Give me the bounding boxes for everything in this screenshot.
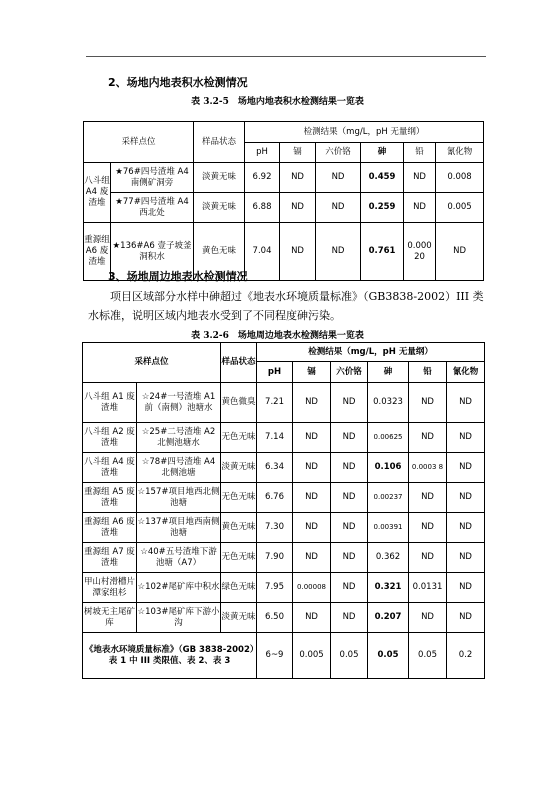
value-cell: 7.04 (245, 223, 280, 281)
table-surrounding-surface-water (82, 342, 485, 679)
group-cell: 重源组 A6 废渣堆 (84, 223, 111, 281)
value-cell: ND (331, 603, 368, 633)
table-row (83, 383, 485, 423)
header-rule (86, 56, 486, 57)
point-cell: ☆40#五号渣堆下游池塘（A7） (137, 543, 221, 573)
value-cell: ND (404, 163, 436, 193)
param-cr6: 六价铬 (331, 362, 368, 383)
standard-value: 0.05 (331, 633, 368, 679)
standard-value: 0.2 (447, 633, 485, 679)
value-cell-arsenic: 0.00625 (368, 423, 409, 453)
value-cell-arsenic: 0.259 (361, 193, 404, 223)
value-cell: ND (409, 543, 447, 573)
header-state: 样品状态 (221, 343, 257, 383)
param-ph: pH (257, 362, 293, 383)
value-cell: ND (409, 603, 447, 633)
value-cell: 0.00008 (293, 573, 331, 603)
param-cn: 氰化物 (447, 362, 485, 383)
group-cell: 重源组 A5 废渣堆 (83, 483, 137, 513)
value-cell: ND (331, 573, 368, 603)
paragraph-text: 项目区域部分水样中砷超过《地表水环境质量标准》（GB3838-2002）III 类水标准，说明区域内地表水受到了不同程度砷污染。 (88, 290, 484, 322)
state-cell: 无色无味 (221, 543, 257, 573)
value-cell: ND (293, 423, 331, 453)
standard-label: 《地表水环境质量标准》（GB 3838-2002）表 1 中 III 类限值、表 2、表 3 (83, 633, 257, 679)
param-pb: 铅 (409, 362, 447, 383)
body-paragraph (88, 287, 488, 325)
state-cell: 无色无味 (221, 423, 257, 453)
state-cell: 黄色微臭 (221, 383, 257, 423)
param-as: 砷 (361, 143, 404, 163)
value-cell: ND (293, 543, 331, 573)
table-caption-2: 表 3.2-6 场地周边地表水检测结果一览表 (191, 331, 364, 341)
point-cell: ☆137#项目地西南侧池塘 (137, 513, 221, 543)
value-cell: ND (447, 573, 485, 603)
value-cell: ND (447, 423, 485, 453)
table-surface-ponding (83, 121, 484, 281)
value-cell: ND (447, 543, 485, 573)
table-row (83, 543, 485, 573)
value-cell: ND (436, 223, 484, 281)
table-row (83, 483, 485, 513)
table-row (83, 573, 485, 603)
value-cell-arsenic: 0.761 (361, 223, 404, 281)
value-cell-arsenic: 0.207 (368, 603, 409, 633)
point-cell: ☆78#四号渣堆 A4 北侧池塘 (137, 453, 221, 483)
state-cell: 淡黄无味 (221, 603, 257, 633)
value-cell-arsenic: 0.321 (368, 573, 409, 603)
table-row (83, 603, 485, 633)
header-site: 采样点位 (84, 122, 194, 163)
header-site: 采样点位 (83, 343, 221, 383)
point-cell: ☆102#尾矿库中积水 (137, 573, 221, 603)
value-cell: ND (293, 483, 331, 513)
value-cell: ND (331, 383, 368, 423)
point-cell: ☆25#二号渣堆 A2 北侧池塘水 (137, 423, 221, 453)
value-cell: ND (331, 513, 368, 543)
value-cell: 6.92 (245, 163, 280, 193)
group-cell: 八斗组 A1 废渣堆 (83, 383, 137, 423)
value-cell: ND (409, 423, 447, 453)
value-cell: 7.95 (257, 573, 293, 603)
param-cn: 氰化物 (436, 143, 484, 163)
param-cd: 镉 (280, 143, 316, 163)
value-cell-arsenic: 0.00237 (368, 483, 409, 513)
value-cell-arsenic: 0.362 (368, 543, 409, 573)
value-cell: 6.34 (257, 453, 293, 483)
value-cell: ND (447, 483, 485, 513)
value-cell: ND (409, 513, 447, 543)
group-cell: 八斗组 A4 废渣堆 (83, 453, 137, 483)
section-heading-1: 2、场地内地表积水检测情况 (108, 76, 248, 89)
state-cell: 黄色无味 (221, 513, 257, 543)
point-cell: ★76#四号渣堆 A4 南侧矿洞旁 (111, 163, 194, 193)
point-cell: ☆157#项目地西北侧池塘 (137, 483, 221, 513)
table-row (84, 163, 484, 193)
value-cell-arsenic: 0.0323 (368, 383, 409, 423)
param-cr6: 六价铬 (316, 143, 361, 163)
value-cell: ND (404, 193, 436, 223)
value-cell: ND (293, 513, 331, 543)
group-cell: 重源组 A6 废渣堆 (83, 513, 137, 543)
table-row (84, 193, 484, 223)
value-cell: 0.008 (436, 163, 484, 193)
value-cell: ND (447, 453, 485, 483)
value-cell: ND (447, 383, 485, 423)
param-cd: 镉 (293, 362, 331, 383)
value-cell: 0.005 (436, 193, 484, 223)
header-results: 检测结果（mg/L，pH 无量纲） (257, 343, 485, 362)
value-cell: ND (331, 483, 368, 513)
state-cell: 黄色无味 (194, 223, 245, 281)
value-cell: ND (280, 223, 316, 281)
state-cell: 淡黄无味 (194, 163, 245, 193)
table-row (83, 513, 485, 543)
value-cell: ND (331, 543, 368, 573)
value-cell: 7.30 (257, 513, 293, 543)
group-cell: 重源组 A7 废渣堆 (83, 543, 137, 573)
header-results: 检测结果（mg/L，pH 无量纲） (245, 122, 484, 143)
value-cell: ND (409, 383, 447, 423)
value-cell: ND (331, 423, 368, 453)
value-cell: ND (280, 193, 316, 223)
value-cell: ND (409, 483, 447, 513)
group-cell: 树坡无主尾矿库 (83, 603, 137, 633)
standard-row (83, 633, 485, 679)
value-cell: ND (293, 603, 331, 633)
table-row (83, 423, 485, 453)
value-cell: ND (316, 223, 361, 281)
standard-value: 0.005 (293, 633, 331, 679)
point-cell: ★77#四号渣堆 A4 西北处 (111, 193, 194, 223)
standard-value: 6~9 (257, 633, 293, 679)
value-cell: ND (316, 193, 361, 223)
value-cell-arsenic: 0.459 (361, 163, 404, 193)
value-cell: ND (293, 383, 331, 423)
value-cell: ND (316, 163, 361, 193)
param-pb: 铅 (404, 143, 436, 163)
point-cell: ☆24#一号渣堆 A1 前（南侧）池塘水 (137, 383, 221, 423)
point-cell: ☆103#尾矿库下游小沟 (137, 603, 221, 633)
value-cell: 7.14 (257, 423, 293, 453)
value-cell: ND (447, 603, 485, 633)
value-cell: ND (293, 453, 331, 483)
param-ph: pH (245, 143, 280, 163)
group-cell: 八斗组 A2 废渣堆 (83, 423, 137, 453)
value-cell: 6.50 (257, 603, 293, 633)
header-state: 样品状态 (194, 122, 245, 163)
point-cell: ★136#A6 壹子坡釜洞积水 (111, 223, 194, 281)
value-cell: 6.76 (257, 483, 293, 513)
value-cell: 0.0131 (409, 573, 447, 603)
value-cell: ND (331, 453, 368, 483)
value-cell-arsenic: 0.00391 (368, 513, 409, 543)
value-cell: 7.90 (257, 543, 293, 573)
standard-value-arsenic: 0.05 (368, 633, 409, 679)
section-heading-2: 3、场地周边地表水检测情况 (108, 270, 248, 283)
state-cell: 淡黄无味 (221, 453, 257, 483)
group-cell: 八斗组 A4 废渣堆 (84, 163, 111, 223)
value-cell: 0.0003 8 (409, 453, 447, 483)
state-cell: 淡黄无味 (194, 193, 245, 223)
standard-value: 0.05 (409, 633, 447, 679)
table-caption-1: 表 3.2-5 场地内地表积水检测结果一览表 (191, 97, 364, 107)
value-cell: ND (447, 513, 485, 543)
state-cell: 绿色无味 (221, 573, 257, 603)
param-as: 砷 (368, 362, 409, 383)
group-cell: 甲山村滑槽片潭家组杉 (83, 573, 137, 603)
value-cell: 7.21 (257, 383, 293, 423)
value-cell: 0.000 20 (404, 223, 436, 281)
value-cell: 6.88 (245, 193, 280, 223)
table-row (83, 453, 485, 483)
state-cell: 无色无味 (221, 483, 257, 513)
value-cell: ND (280, 163, 316, 193)
value-cell-arsenic: 0.106 (368, 453, 409, 483)
